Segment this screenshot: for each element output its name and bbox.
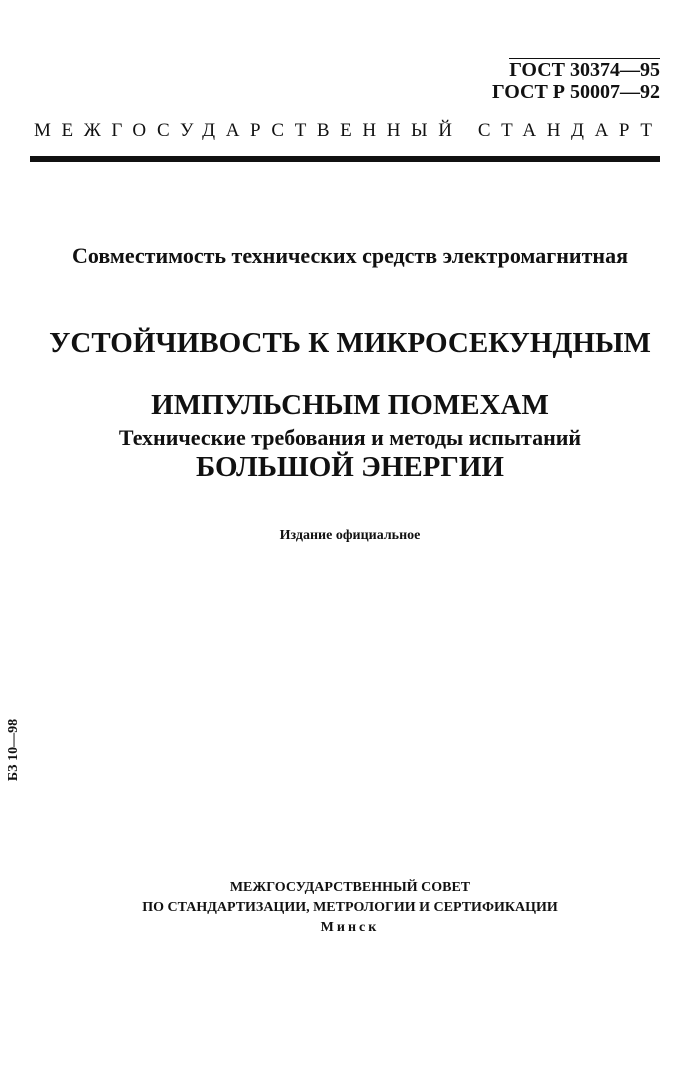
title-line: БОЛЬШОЙ ЭНЕРГИИ [196,451,504,483]
standard-code-primary: ГОСТ 30374—95 [509,59,660,81]
title-line: ИМПУЛЬСНЫМ ПОМЕХАМ [151,389,549,421]
document-subtitle: Технические требования и методы испытаний [118,425,582,450]
edition-note: Издание официальное [279,528,421,543]
standard-codes [492,58,660,103]
header-divider [30,156,660,162]
publisher-line: ПО СТАНДАРТИЗАЦИИ, МЕТРОЛОГИИ И СЕРТИФИКАЦИИ [142,900,558,915]
publisher-block [0,878,700,938]
document-title [0,297,700,514]
publisher-city: Минск [320,920,380,935]
document-subject: Совместимость технических средств электромагнитная [72,243,628,268]
standard-code-secondary: ГОСТ Р 50007—92 [491,81,660,103]
standard-type-heading: МЕЖГОСУДАРСТВЕННЫЙ СТАНДАРТ [34,120,663,141]
title-line: УСТОЙЧИВОСТЬ К МИКРОСЕКУНДНЫМ [49,327,651,359]
publisher-line: МЕЖГОСУДАРСТВЕННЫЙ СОВЕТ [229,880,471,895]
side-catalog-code: БЗ 10—98 [6,718,21,782]
